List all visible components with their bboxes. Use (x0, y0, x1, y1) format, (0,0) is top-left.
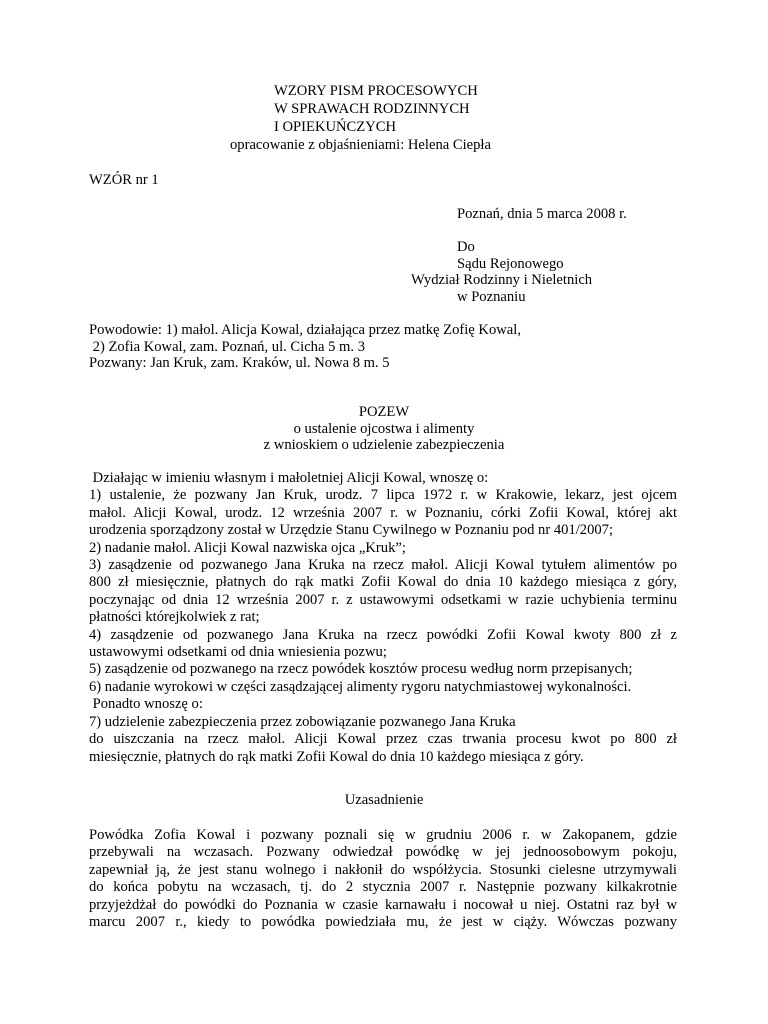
text-line: urodzenia sporządzony został w Urzędzie Stanu Cywilnego w Poznaniu pod nr 401/2007; (89, 522, 614, 539)
place-date: Poznań, dnia 5 marca 2008 r. (457, 206, 627, 222)
text-line: miesięcznie, płatnych do rąk matki Zofii Kowal do dnia 10 każdego miesiąca z góry. (89, 748, 584, 765)
author-line: opracowanie z objaśnieniami: Helena Ciepła (230, 137, 491, 153)
parties-line-2: 2) Zofia Kowal, zam. Poznań, ul. Cicha 5 m. 3 (89, 339, 365, 355)
addressee-to: Do (457, 239, 475, 255)
addressee-department: Wydział Rodzinny i Nieletnich (411, 272, 593, 288)
text-line: Powódka Zofia Kowal i pozwany poznali się w grudniu 2006 r. w Zakopanem, gdzie (89, 827, 677, 843)
title-line-1: WZORY PISM PROCESOWYCH (274, 83, 478, 99)
title-line-3: I OPIEKUŃCZYCH (274, 119, 397, 135)
justification-section (89, 827, 677, 931)
text-line: przebywali na wczasach. Pozwany odwiedzał powódkę w jej jednoosobowym pokoju, (89, 844, 677, 861)
text-line: przyjeżdżał do powódki do Poznania w czasie karnawału i nocował u niej. Ostatni raz był w (89, 896, 677, 913)
parties-line-1: Powodowie: 1) małol. Alicja Kowal, działająca przez matkę Zofię Kowal, (89, 322, 521, 338)
template-label: WZÓR nr 1 (89, 172, 159, 188)
text-line: 1) ustalenie, że pozwany Jan Kruk, urodz. 7 lipca 1972 r. w Krakowie, lekarz, jest ojcem (89, 487, 677, 504)
pozew-subtitle-1: o ustalenie ojcostwa i alimenty (293, 421, 475, 437)
text-line: marcu 2007 r., kiedy to powódka powiedziała mu, że jest w ciąży. Wówczas pozwany (89, 914, 677, 931)
text-line: do końca pobytu na wczasach, tj. do 2 stycznia 2007 r. Następnie pozwany kilkakrotnie (89, 879, 677, 896)
text-line: zapewniał ją, że jest stanu wolnego i nakłonił do współżycia. Stosunki cielesne utrzymywali (89, 861, 677, 878)
text-line: 7) udzielenie zabezpieczenia przez zobowiązanie pozwanego Jana Kruka (89, 713, 516, 730)
claims-section (89, 470, 677, 766)
pozew-subtitle-2: z wnioskiem o udzielenie zabezpieczenia (263, 437, 505, 453)
title-line-2: W SPRAWACH RODZINNYCH (274, 101, 470, 117)
text-line: 2) nadanie małol. Alicji Kowal nazwiska ojca „Kruk”; (89, 539, 406, 556)
addressee-city: w Poznaniu (457, 289, 526, 305)
text-line: Ponadto wnoszę o: (89, 696, 203, 713)
text-line: poczynając od dnia 12 września 2007 r. z ustawowymi odsetkami w razie uchybienia terminu (89, 591, 677, 608)
text-line: 3) zasądzenie od pozwanego Jana Kruka na rzecz małol. Alicji Kowal tytułem alimentów po (89, 557, 677, 574)
addressee-court: Sądu Rejonowego (457, 256, 564, 272)
text-line: 6) nadanie wyrokowi w części zasądzającej alimenty rygoru natychmiastowej wykonalności. (89, 678, 632, 695)
parties-line-3: Pozwany: Jan Kruk, zam. Kraków, ul. Nowa 8 m. 5 (89, 355, 390, 371)
text-line: Działając w imieniu własnym i małoletniej Alicji Kowal, wnoszę o: (89, 470, 489, 486)
justification-title: Uzasadnienie (344, 792, 424, 808)
text-line: płatności którejkolwiek z rat; (89, 609, 260, 626)
text-line: 4) zasądzenie od pozwanego Jana Kruka na rzecz powódki Zofii Kowal kwoty 800 zł z (89, 626, 677, 643)
text-line: ustawowymi odsetkami od dnia wniesienia pozwu; (89, 644, 387, 661)
text-line: 5) zasądzenie od pozwanego na rzecz powódek kosztów procesu według norm przepisanych; (89, 661, 633, 678)
text-line: małol. Alicji Kowal, urodz. 12 września 2007 r. w Poznaniu, córki Zofii Kowal, której akt (89, 504, 677, 521)
pozew-title: POZEW (358, 404, 410, 420)
text-line: do uiszczania na rzecz małol. Alicji Kowal przez czas trwania procesu kwot po 800 zł (89, 731, 677, 748)
text-line: 800 zł miesięcznie, płatnych do rąk matki Zofii Kowal do dnia 10 każdego miesiąca z góry, (89, 574, 677, 591)
